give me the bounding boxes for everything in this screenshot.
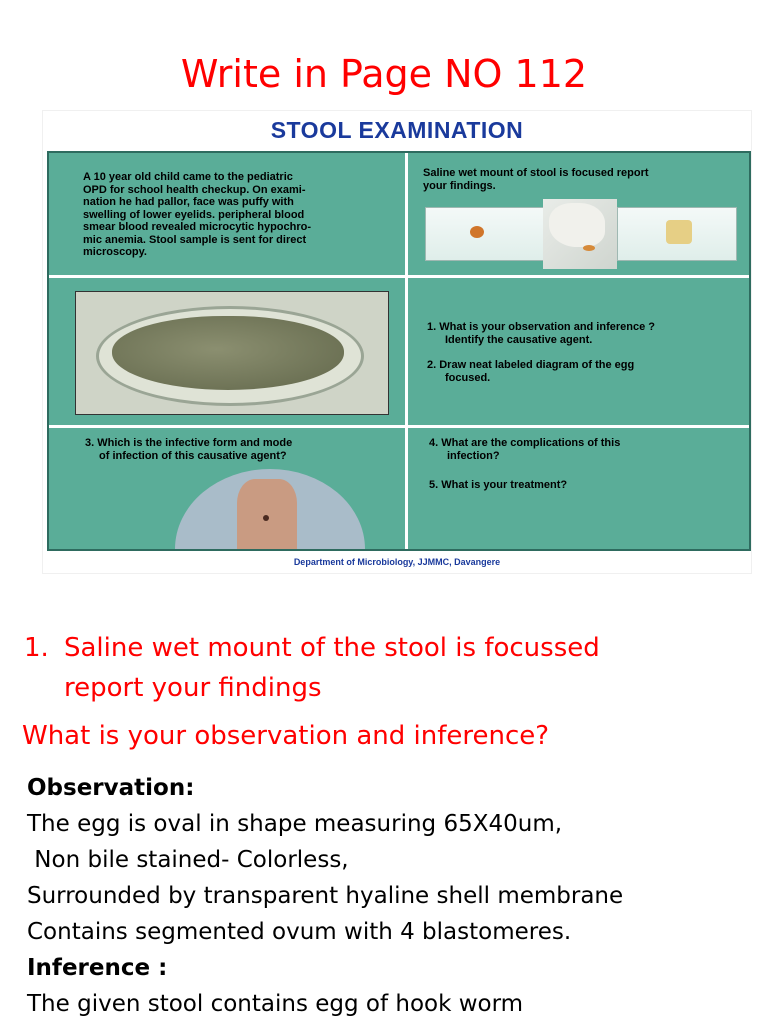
question-line-1: Saline wet mount of the stool is focussed <box>64 633 600 663</box>
glove-shape <box>549 203 605 247</box>
case-line: mic anemia. Stool sample is sent for direct <box>83 233 307 246</box>
q3-line: of infection of this causative agent? <box>99 450 287 462</box>
q3-line: 3. Which is the infective form and mode <box>85 437 293 449</box>
inference-line: The given stool contains egg of hook worm <box>27 991 524 1017</box>
smear-drop <box>583 245 595 251</box>
q4-line: infection? <box>447 450 500 462</box>
observation-line: Surrounded by transparent hyaline shell membrane <box>27 883 624 909</box>
q1-line: Identify the causative agent. <box>445 334 593 346</box>
slide-footer: Department of Microbiology, JJMMC, Davangere <box>293 557 501 567</box>
foot-photo <box>175 469 365 549</box>
q2-line: focused. <box>445 372 491 384</box>
case-line: A 10 year old child came to the pediatric <box>83 171 293 183</box>
question-3 <box>85 437 292 463</box>
case-board <box>47 151 751 551</box>
board-divider-1 <box>49 275 749 278</box>
inference-label: Inference : <box>27 955 168 981</box>
gloved-hand-photo <box>543 199 617 269</box>
case-line: smear blood revealed microcytic hypochro- <box>83 221 312 233</box>
board-divider-vertical <box>405 153 408 549</box>
q4-line: 4. What are the complications of this <box>429 437 621 449</box>
glass-slide-left <box>425 207 545 261</box>
saline-line: Saline wet mount of stool is focused report <box>423 167 649 179</box>
coverslip-smear <box>666 220 692 244</box>
observation-label: Observation: <box>27 775 195 801</box>
slide-heading: STOOL EXAMINATION <box>270 117 524 143</box>
question-4 <box>429 437 620 463</box>
case-line: nation he had pallor, face was puffy with <box>83 196 294 208</box>
q2-line: 2. Draw neat labeled diagram of the egg <box>427 359 635 371</box>
stool-drop <box>470 226 484 238</box>
foot-shape <box>237 479 297 549</box>
answer-block <box>27 770 757 1022</box>
larva-entry-mark <box>263 515 269 521</box>
question-line-2: report your findings <box>64 673 322 703</box>
page-title: Write in Page NO 112 <box>180 52 588 96</box>
observation-line: Contains segmented ovum with 4 blastomeres. <box>27 919 572 945</box>
case-line: microscopy. <box>83 246 147 258</box>
case-line: swelling of lower eyelids. peripheral blood <box>83 208 305 221</box>
q1-line: 1. What is your observation and inference ? <box>427 321 655 333</box>
board-divider-2 <box>49 425 749 428</box>
case-description <box>83 171 383 259</box>
glass-slides-photo <box>425 199 735 269</box>
case-line: OPD for school health checkup. On exami- <box>83 183 306 196</box>
question-5: 5. What is your treatment? <box>429 479 568 491</box>
segmented-ovum <box>112 316 344 390</box>
question-number: 1. <box>24 633 49 663</box>
observation-line: The egg is oval in shape measuring 65X40um, <box>27 811 563 837</box>
question-2 <box>427 359 634 385</box>
saline-line: your findings. <box>423 179 496 192</box>
egg-micrograph <box>75 291 389 415</box>
question-1 <box>427 321 655 347</box>
glass-slide-right <box>617 207 737 261</box>
observation-line: Non bile stained- Colorless, <box>27 847 349 873</box>
saline-mount-heading <box>423 167 733 192</box>
question-line-3: What is your observation and inference? <box>22 721 550 751</box>
slide-image <box>42 110 752 574</box>
